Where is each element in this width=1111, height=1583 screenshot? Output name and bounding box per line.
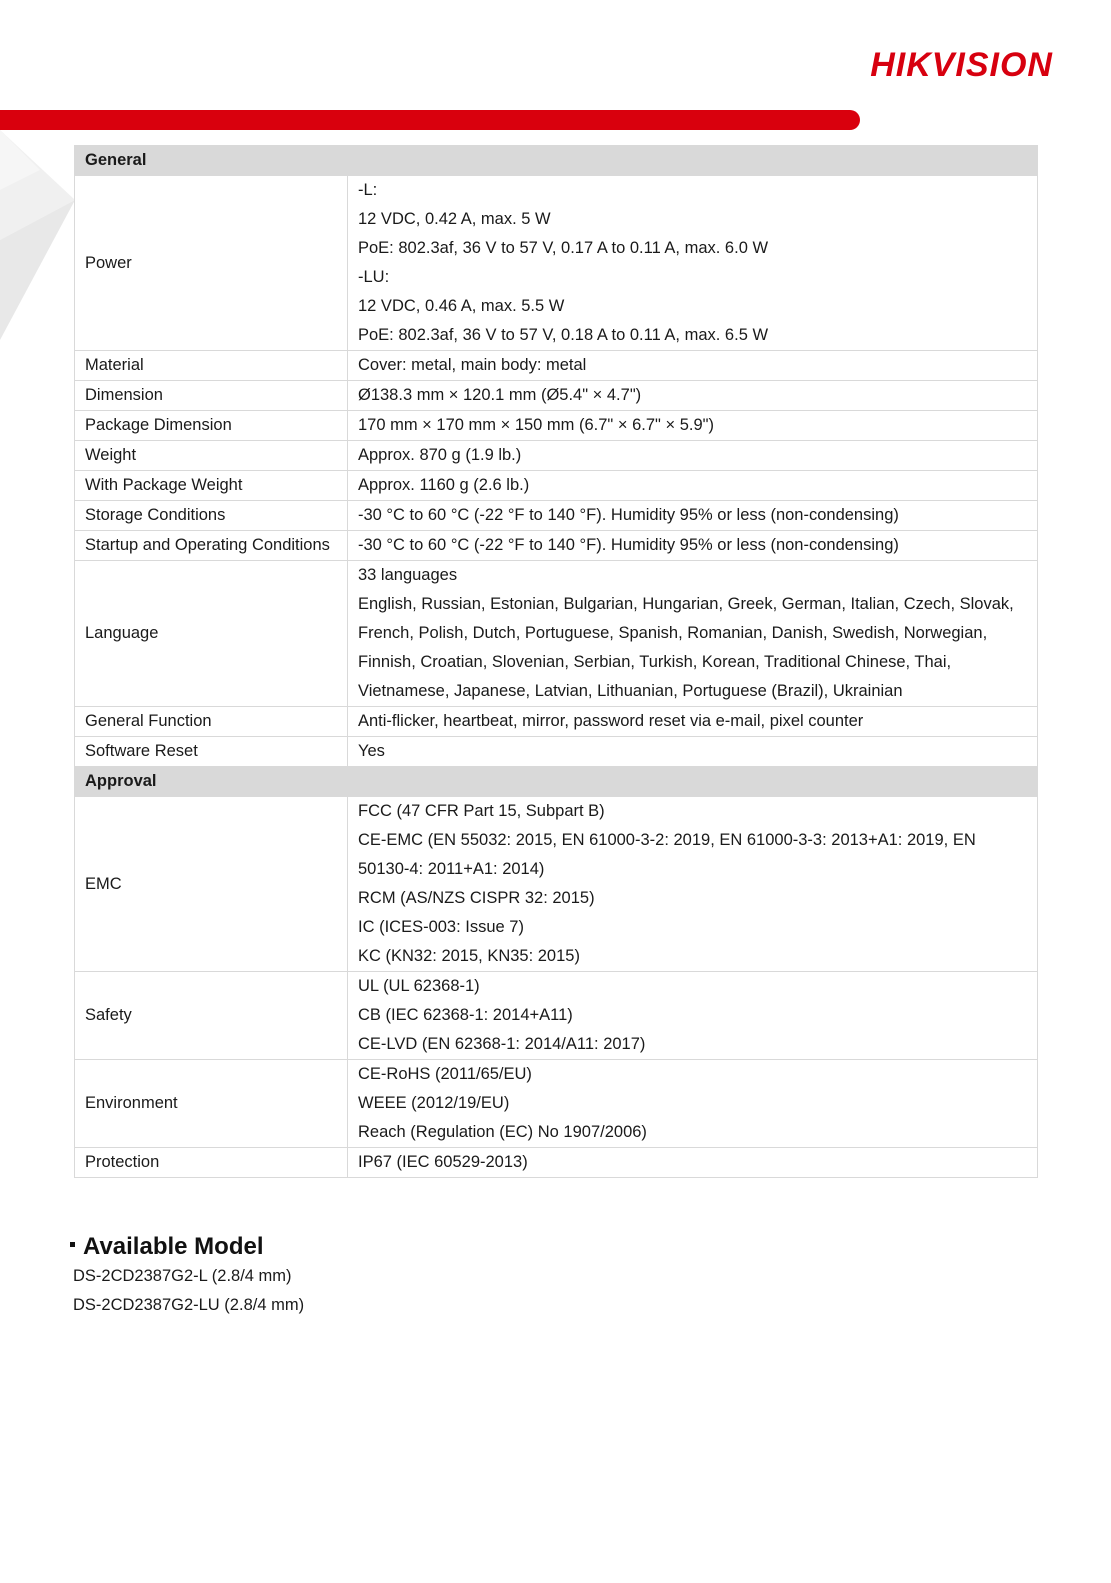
spec-value-line: Reach (Regulation (EC) No 1907/2006)	[358, 1123, 647, 1141]
spec-value	[348, 471, 1038, 501]
spec-value-line: RCM (AS/NZS CISPR 32: 2015)	[358, 889, 595, 907]
spec-key: Startup and Operating Conditions	[75, 531, 348, 561]
spec-value	[348, 381, 1038, 411]
available-model-section	[70, 1232, 304, 1320]
spec-value	[348, 176, 1038, 351]
section-title: Approval	[75, 767, 1038, 797]
spec-value-line: UL (UL 62368-1)	[358, 977, 480, 995]
spec-value-line: PoE: 802.3af, 36 V to 57 V, 0.18 A to 0.11 A, max. 6.5 W	[358, 326, 769, 344]
spec-key: Storage Conditions	[75, 501, 348, 531]
spec-value	[348, 972, 1038, 1060]
spec-value-line: Anti-flicker, heartbeat, mirror, password reset via e-mail, pixel counter	[358, 712, 864, 730]
spec-row	[75, 1060, 1038, 1148]
spec-value-line: Vietnamese, Japanese, Latvian, Lithuanian, Portuguese (Brazil), Ukrainian	[358, 682, 903, 700]
spec-value-line: 33 languages	[358, 566, 458, 584]
model-item: DS-2CD2387G2-LU (2.8/4 mm)	[73, 1296, 305, 1314]
spec-value-line: Cover: metal, main body: metal	[358, 356, 587, 374]
model-item: DS-2CD2387G2-L (2.8/4 mm)	[73, 1267, 292, 1285]
spec-table	[74, 145, 1038, 1178]
section-header	[75, 767, 1038, 797]
spec-key: Package Dimension	[75, 411, 348, 441]
spec-row	[75, 351, 1038, 381]
spec-value	[348, 737, 1038, 767]
spec-value-line: FCC (47 CFR Part 15, Subpart B)	[358, 802, 605, 820]
spec-value	[348, 411, 1038, 441]
spec-value	[348, 531, 1038, 561]
spec-value-line: -LU:	[358, 268, 390, 286]
spec-value-line: 12 VDC, 0.46 A, max. 5.5 W	[358, 297, 565, 315]
spec-key: Power	[75, 176, 348, 351]
spec-value-line: French, Polish, Dutch, Portuguese, Spanish, Romanian, Danish, Swedish, Norwegian,	[358, 624, 988, 642]
spec-value-line: CE-LVD (EN 62368-1: 2014/A11: 2017)	[358, 1035, 646, 1053]
spec-row	[75, 501, 1038, 531]
spec-value-line: CE-EMC (EN 55032: 2015, EN 61000-3-2: 2019, EN 61000-3-3: 2013+A1: 2019, EN	[358, 831, 976, 849]
spec-key: Language	[75, 561, 348, 707]
spec-value	[348, 561, 1038, 707]
spec-value-line: 50130-4: 2011+A1: 2014)	[358, 860, 545, 878]
spec-key: EMC	[75, 797, 348, 972]
brand-logo: HIKVISION	[870, 46, 1053, 84]
spec-row	[75, 707, 1038, 737]
spec-value-line: Approx. 870 g (1.9 lb.)	[358, 446, 522, 464]
spec-key: Safety	[75, 972, 348, 1060]
spec-row	[75, 381, 1038, 411]
spec-value-line: 12 VDC, 0.42 A, max. 5 W	[358, 210, 551, 228]
spec-row	[75, 797, 1038, 972]
section-title: General	[75, 146, 1038, 176]
bullet-square-icon	[70, 1242, 75, 1247]
spec-row	[75, 411, 1038, 441]
spec-row	[75, 471, 1038, 501]
decorative-star-shape	[0, 130, 80, 360]
spec-row	[75, 1148, 1038, 1178]
spec-value-line: WEEE (2012/19/EU)	[358, 1094, 510, 1112]
spec-row	[75, 531, 1038, 561]
spec-value-line: -30 °C to 60 °C (-22 °F to 140 °F). Humidity 95% or less (non-condensing)	[358, 506, 899, 524]
spec-value-line: Ø138.3 mm × 120.1 mm (Ø5.4" × 4.7")	[358, 386, 642, 404]
spec-value	[348, 351, 1038, 381]
spec-key: Dimension	[75, 381, 348, 411]
spec-key: Weight	[75, 441, 348, 471]
spec-key: Material	[75, 351, 348, 381]
section-header	[75, 146, 1038, 176]
spec-value-line: English, Russian, Estonian, Bulgarian, Hungarian, Greek, German, Italian, Czech, Slovak,	[358, 595, 1014, 613]
spec-value-line: IC (ICES-003: Issue 7)	[358, 918, 524, 936]
spec-value-line: -30 °C to 60 °C (-22 °F to 140 °F). Humidity 95% or less (non-condensing)	[358, 536, 899, 554]
spec-value-line: -L:	[358, 181, 378, 199]
spec-value-line: KC (KN32: 2015, KN35: 2015)	[358, 947, 580, 965]
spec-value	[348, 441, 1038, 471]
spec-row	[75, 972, 1038, 1060]
spec-value-line: CB (IEC 62368-1: 2014+A11)	[358, 1006, 573, 1024]
spec-value-line: Yes	[358, 742, 385, 760]
spec-value-line: Approx. 1160 g (2.6 lb.)	[358, 476, 530, 494]
spec-key: General Function	[75, 707, 348, 737]
available-model-heading: Available Model	[70, 1232, 304, 1262]
spec-key: Protection	[75, 1148, 348, 1178]
spec-value-line: CE-RoHS (2011/65/EU)	[358, 1065, 532, 1083]
spec-value	[348, 501, 1038, 531]
spec-row	[75, 176, 1038, 351]
spec-value	[348, 797, 1038, 972]
spec-key: With Package Weight	[75, 471, 348, 501]
spec-value	[348, 1060, 1038, 1148]
spec-value	[348, 707, 1038, 737]
spec-value-line: PoE: 802.3af, 36 V to 57 V, 0.17 A to 0.11 A, max. 6.0 W	[358, 239, 769, 257]
spec-row	[75, 737, 1038, 767]
spec-value-line: IP67 (IEC 60529-2013)	[358, 1153, 528, 1171]
spec-value-line: Finnish, Croatian, Slovenian, Serbian, Turkish, Korean, Traditional Chinese, Thai,	[358, 653, 952, 671]
spec-value	[348, 1148, 1038, 1178]
spec-row	[75, 561, 1038, 707]
spec-row	[75, 441, 1038, 471]
spec-key: Environment	[75, 1060, 348, 1148]
header-red-bar	[0, 110, 860, 130]
spec-key: Software Reset	[75, 737, 348, 767]
spec-value-line: 170 mm × 170 mm × 150 mm (6.7" × 6.7" × 5.9")	[358, 416, 714, 434]
